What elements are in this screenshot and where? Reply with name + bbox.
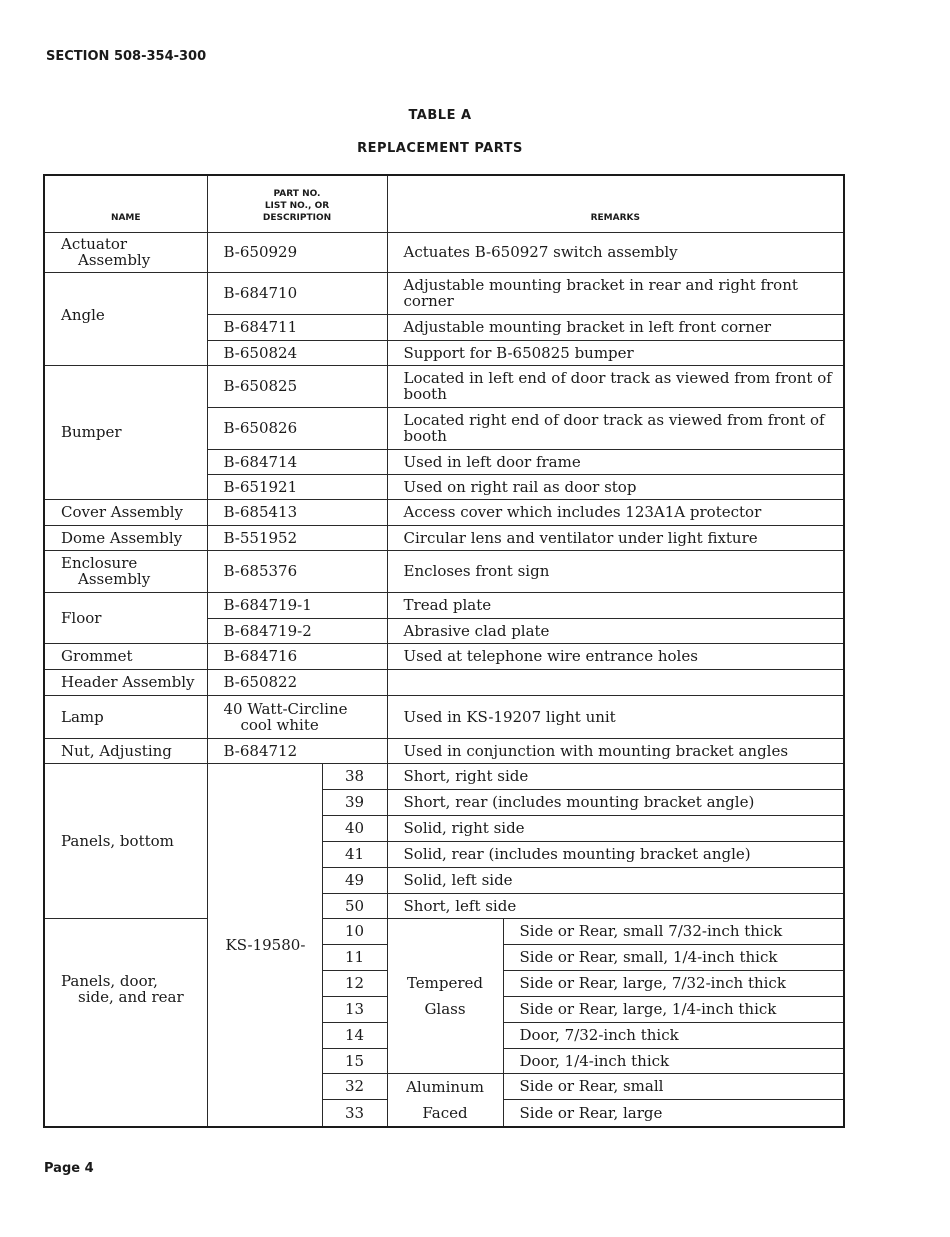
part-cell: B-684710: [207, 272, 387, 314]
page-number: Page 4: [44, 1161, 94, 1176]
part-cell: B-684716: [207, 643, 387, 669]
remark-cell: Tread plate: [387, 592, 844, 618]
remark-cell: Solid, rear (includes mounting bracket angle): [387, 841, 844, 867]
list-number-cell: 10: [322, 918, 387, 944]
part-line2: cool white: [240, 715, 319, 734]
part-cell: B-685376: [207, 550, 387, 592]
name-cell: [44, 232, 207, 272]
table-row: [44, 365, 844, 407]
name-cell: Lamp: [44, 695, 207, 738]
remark-cell: Side or Rear, small 7/32-inch thick: [503, 918, 844, 944]
remark-cell: Used in conjunction with mounting bracket angles: [387, 738, 844, 763]
material-line1: Tempered: [406, 973, 484, 992]
table-subtitle: REPLACEMENT PARTS: [357, 141, 523, 156]
name-line1: Actuator: [61, 235, 128, 253]
material-line2: Glass: [424, 999, 466, 1018]
remark-cell: [387, 669, 844, 695]
part-cell: B-684712: [207, 738, 387, 763]
name-cell: Header Assembly: [44, 669, 207, 695]
list-number-cell: 38: [322, 763, 387, 789]
material-cell-tempered-glass: [387, 918, 503, 1073]
remark-cell: Support for B-650825 bumper: [387, 340, 844, 365]
remark-cell: Access cover which includes 123A1A protector: [387, 499, 844, 525]
column-header-part-line2: LIST NO., OR: [264, 200, 330, 211]
name-cell: [44, 918, 207, 1127]
name-cell: Dome Assembly: [44, 525, 207, 550]
ks-prefix-cell: KS-19580-: [207, 763, 322, 1127]
remark-cell: Side or Rear, large, 7/32-inch thick: [503, 970, 844, 996]
name-cell: [44, 550, 207, 592]
name-line1: Enclosure: [61, 554, 138, 572]
part-cell: B-684711: [207, 314, 387, 340]
remark-cell: Used at telephone wire entrance holes: [387, 643, 844, 669]
part-cell: B-551952: [207, 525, 387, 550]
part-cell: B-684714: [207, 449, 387, 474]
list-number-cell: 32: [322, 1073, 387, 1099]
list-number-cell: 11: [322, 944, 387, 970]
table-row: [44, 738, 844, 763]
name-cell: Panels, bottom: [44, 763, 207, 918]
material-line1: Aluminum: [406, 1077, 484, 1096]
name-line2: Assembly: [78, 570, 151, 588]
name-cell: Floor: [44, 592, 207, 643]
list-number-cell: 40: [322, 815, 387, 841]
list-number-cell: 14: [322, 1022, 387, 1048]
table-row: [44, 695, 844, 738]
remark-cell: Side or Rear, small: [503, 1073, 844, 1099]
list-number-cell: 41: [322, 841, 387, 867]
column-header-remarks: REMARKS: [387, 175, 844, 232]
part-cell: B-685413: [207, 499, 387, 525]
list-number-cell: 49: [322, 867, 387, 893]
name-cell: Bumper: [44, 365, 207, 499]
name-cell: Grommet: [44, 643, 207, 669]
list-number-cell: 12: [322, 970, 387, 996]
name-cell: Angle: [44, 272, 207, 365]
remark-cell: Used on right rail as door stop: [387, 474, 844, 499]
list-number-cell: 13: [322, 996, 387, 1022]
table-row: [44, 525, 844, 550]
list-number-cell: 50: [322, 893, 387, 918]
part-cell: [207, 695, 387, 738]
remark-cell: Located in left end of door track as viewed from front of booth: [387, 365, 844, 407]
name-cell: Cover Assembly: [44, 499, 207, 525]
remark-cell: Circular lens and ventilator under light fixture: [387, 525, 844, 550]
remark-cell: Side or Rear, small, 1/4-inch thick: [503, 944, 844, 970]
remark-cell: Solid, right side: [387, 815, 844, 841]
replacement-parts-table: [43, 174, 845, 1128]
name-cell: Nut, Adjusting: [44, 738, 207, 763]
remark-cell: Adjustable mounting bracket in left front corner: [387, 314, 844, 340]
remark-cell: Actuates B-650927 switch assembly: [387, 232, 844, 272]
section-number: SECTION 508-354-300: [46, 49, 207, 64]
remark-cell: Door, 7/32-inch thick: [503, 1022, 844, 1048]
remark-cell: Located right end of door track as viewed from front of booth: [387, 407, 844, 449]
remark-cell: Used in KS-19207 light unit: [387, 695, 844, 738]
table-row: [44, 669, 844, 695]
remark-cell: Short, rear (includes mounting bracket angle): [387, 789, 844, 815]
table-row: [44, 592, 844, 618]
part-cell: B-650826: [207, 407, 387, 449]
table-row: [44, 763, 844, 789]
table-header-row: [44, 175, 844, 232]
part-cell: B-650824: [207, 340, 387, 365]
table-row: [44, 918, 844, 944]
column-header-part-line3: DESCRIPTION: [262, 212, 332, 223]
remark-cell: Abrasive clad plate: [387, 618, 844, 643]
remark-cell: Side or Rear, large: [503, 1099, 844, 1127]
column-header-part-line1: PART NO.: [273, 188, 321, 199]
name-line2: side, and rear: [78, 987, 184, 1006]
part-cell: B-650929: [207, 232, 387, 272]
list-number-cell: 33: [322, 1099, 387, 1127]
remark-cell: Short, right side: [387, 763, 844, 789]
list-number-cell: 39: [322, 789, 387, 815]
column-header-name: NAME: [44, 175, 207, 232]
remark-cell: Door, 1/4-inch thick: [503, 1048, 844, 1073]
part-cell: B-650822: [207, 669, 387, 695]
table-row: [44, 232, 844, 272]
material-cell-aluminum-faced: [387, 1073, 503, 1127]
table-row: [44, 643, 844, 669]
name-line2: Assembly: [78, 251, 151, 269]
table-row: [44, 550, 844, 592]
remark-cell: Encloses front sign: [387, 550, 844, 592]
table-row: [44, 272, 844, 314]
part-cell: B-684719-2: [207, 618, 387, 643]
part-cell: B-650825: [207, 365, 387, 407]
remark-cell: Solid, left side: [387, 867, 844, 893]
part-cell: B-684719-1: [207, 592, 387, 618]
part-line1: 40 Watt-Circline: [223, 699, 348, 718]
material-line2: Faced: [422, 1103, 468, 1122]
remark-cell: Side or Rear, large, 1/4-inch thick: [503, 996, 844, 1022]
table-title: TABLE A: [408, 108, 472, 123]
remark-cell: Short, left side: [387, 893, 844, 918]
remark-cell: Adjustable mounting bracket in rear and right front corner: [387, 272, 844, 314]
list-number-cell: 15: [322, 1048, 387, 1073]
remark-cell: Used in left door frame: [387, 449, 844, 474]
column-header-part: [207, 175, 387, 232]
name-line1: Panels, door,: [61, 971, 158, 990]
part-cell: B-651921: [207, 474, 387, 499]
table-row: [44, 499, 844, 525]
